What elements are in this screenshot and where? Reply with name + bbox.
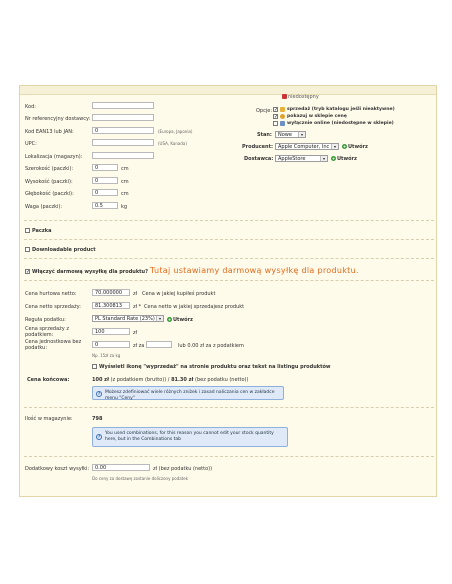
gross-price-unit: zł: [133, 330, 138, 336]
retail-price-input[interactable]: 81.300813: [92, 302, 130, 309]
panel-top-strip: [20, 86, 436, 95]
online-icon: [280, 121, 285, 126]
plus-icon: +: [342, 144, 347, 149]
state-label: Stan:: [257, 132, 272, 138]
retail-price-label: Cena netto sprzedaży:: [25, 304, 81, 310]
divider: [24, 258, 434, 259]
wholesale-price-input[interactable]: 70.000000: [92, 289, 130, 296]
tax-rule-label: Reguła podatku:: [25, 317, 66, 323]
free-shipping-label: Włączyć darmową wysyłkę dla produktu?: [32, 269, 149, 275]
chevron-down-icon: ▾: [331, 144, 338, 149]
ean-input[interactable]: 0: [92, 127, 154, 134]
wholesale-price-unit: zł: [133, 291, 138, 297]
height-label: Wysokość (paczki):: [25, 179, 73, 185]
code-label: Kod:: [25, 104, 36, 110]
wholesale-price-label: Cena hurtowa netto:: [25, 291, 77, 297]
unavailable-icon: [282, 94, 287, 99]
info-icon: ?: [97, 434, 101, 439]
divider: [24, 220, 434, 221]
pricing-info-box: ? Możesz zdefiniować wiele różnych zniżek i zasad naliczania cen w zakładce menu "Ceny": [92, 386, 284, 400]
manufacturer-label: Producent:: [242, 144, 274, 150]
upc-note: (USA, Kanada): [158, 141, 187, 146]
tax-rule-add-button[interactable]: + Utwórz: [167, 317, 193, 323]
retail-price-unit: zł *: [133, 304, 142, 310]
height-unit: cm: [121, 179, 129, 185]
supplier-ref-input[interactable]: [92, 114, 154, 121]
supplier-ref-label: Nr referencyjny dostawcy:: [25, 116, 91, 122]
option-show-price-label: pokazuj w sklepie cenę: [287, 114, 347, 119]
wholesale-price-note: Cena w jakiej kupiłeś produkt: [142, 291, 216, 297]
weight-unit: kg: [121, 204, 128, 210]
stock-label: Ilość w magazynie:: [25, 416, 73, 422]
location-label: Lokalizacja (magazyn):: [25, 154, 83, 160]
depth-input[interactable]: 0: [92, 189, 118, 196]
state-select[interactable]: Nowe ▾: [275, 131, 306, 138]
option-sale-label: sprzedaż (tryb katalogu jeśli nieaktywne): [287, 107, 395, 112]
unit-price-input[interactable]: 0: [92, 341, 130, 348]
retail-price-note: Cena netto w jakiej sprzedajesz produkt: [144, 304, 245, 310]
unit-price-hint: Np. 15zł za kg: [92, 353, 121, 358]
unit-price-note: lub 0.00 zł za z podatkiem: [178, 343, 244, 349]
shipping-cost-unit: zł (bez podatku (netto)): [153, 466, 213, 472]
width-unit: cm: [121, 166, 129, 172]
final-price-value: 100 zł (z podatkiem (brutto)) / 81.30 zł (bez podatku (netto)): [92, 377, 249, 383]
on-sale-label: Wyświetl ikonę "wyprzedaż" na stronie produktu oraz tekst na listingu produktów: [99, 364, 331, 370]
shipping-cost-label: Dodatkowy koszt wysyłki:: [25, 466, 90, 472]
width-input[interactable]: 0: [92, 164, 118, 171]
divider: [24, 280, 434, 281]
stock-value: 798: [92, 416, 103, 422]
product-form-panel: [19, 85, 437, 497]
cart-icon: [280, 107, 285, 112]
chevron-down-icon: ▾: [156, 316, 163, 321]
depth-label: Głębokość (paczki):: [25, 191, 74, 197]
unit-price-per-input[interactable]: [146, 341, 172, 348]
on-sale-checkbox[interactable]: [92, 364, 97, 369]
divider: [24, 407, 434, 408]
gross-price-input[interactable]: 100: [92, 328, 130, 335]
pack-checkbox[interactable]: [25, 228, 30, 233]
final-price-label: Cena końcowa:: [27, 377, 70, 383]
manufacturer-add-button[interactable]: + Utwórz: [342, 144, 368, 150]
chevron-down-icon: ▾: [298, 132, 305, 137]
code-input[interactable]: [92, 102, 154, 109]
location-input[interactable]: [92, 152, 154, 159]
supplier-add-button[interactable]: + Utwórz: [331, 156, 357, 162]
info-icon: ?: [97, 391, 101, 396]
height-input[interactable]: 0: [92, 177, 118, 184]
option-sale-checkbox[interactable]: ✓: [274, 107, 279, 113]
weight-label: Waga (paczki):: [25, 204, 62, 210]
downloadable-label: Downloadable product: [32, 247, 96, 253]
option-show-price-checkbox[interactable]: ✓: [274, 114, 279, 120]
depth-unit: cm: [121, 191, 129, 197]
divider: [24, 239, 434, 240]
width-label: Szerokość (paczki):: [25, 166, 74, 172]
ean-note: (Europa, Japonia): [158, 129, 193, 134]
shipping-cost-note: Do ceny za dostawę zostanie doliczony podatek: [92, 476, 189, 481]
unit-price-unit: zł za: [133, 343, 145, 349]
shipping-cost-input[interactable]: 0.00: [92, 464, 150, 471]
stock-info-box: ? You used combinations, for this reason you cannot edit your stock quantity here, but in the Combinations tab: [92, 427, 288, 447]
supplier-label: Dostawca:: [244, 156, 274, 162]
pack-label: Paczka: [32, 228, 52, 234]
tax-rule-select[interactable]: PL Standard Rate (23%) ▾: [92, 315, 164, 322]
free-shipping-checkbox[interactable]: ✓: [26, 269, 31, 275]
plus-icon: +: [331, 156, 336, 161]
upc-input[interactable]: [92, 139, 154, 146]
ean-label: Kod EAN13 lub JAN:: [25, 129, 74, 135]
options-label: Opcje:: [256, 108, 273, 114]
chevron-down-icon: ▾: [320, 156, 327, 161]
gross-price-label: Cena sprzedaży z podatkiem:: [25, 326, 69, 338]
supplier-select[interactable]: AppleStore ▾: [275, 155, 328, 162]
divider: [24, 456, 434, 457]
unit-price-label: Cena jednostkowa bez podatku:: [25, 339, 82, 351]
option-online-only-checkbox[interactable]: [273, 121, 278, 126]
downloadable-checkbox[interactable]: [25, 247, 30, 252]
weight-input[interactable]: 0.5: [92, 202, 118, 209]
manufacturer-select[interactable]: Apple Computer, Inc ▾: [275, 143, 339, 150]
plus-icon: +: [167, 317, 172, 322]
price-tag-icon: [280, 114, 285, 119]
upc-label: UPC:: [25, 141, 37, 147]
option-online-only-label: wyłącznie online (niedostępne w sklepie): [287, 121, 394, 126]
option-unavailable-partial: niedostępny: [282, 94, 319, 100]
free-shipping-annotation: Tutaj ustawiamy darmową wysyłkę dla produktu.: [150, 266, 359, 275]
